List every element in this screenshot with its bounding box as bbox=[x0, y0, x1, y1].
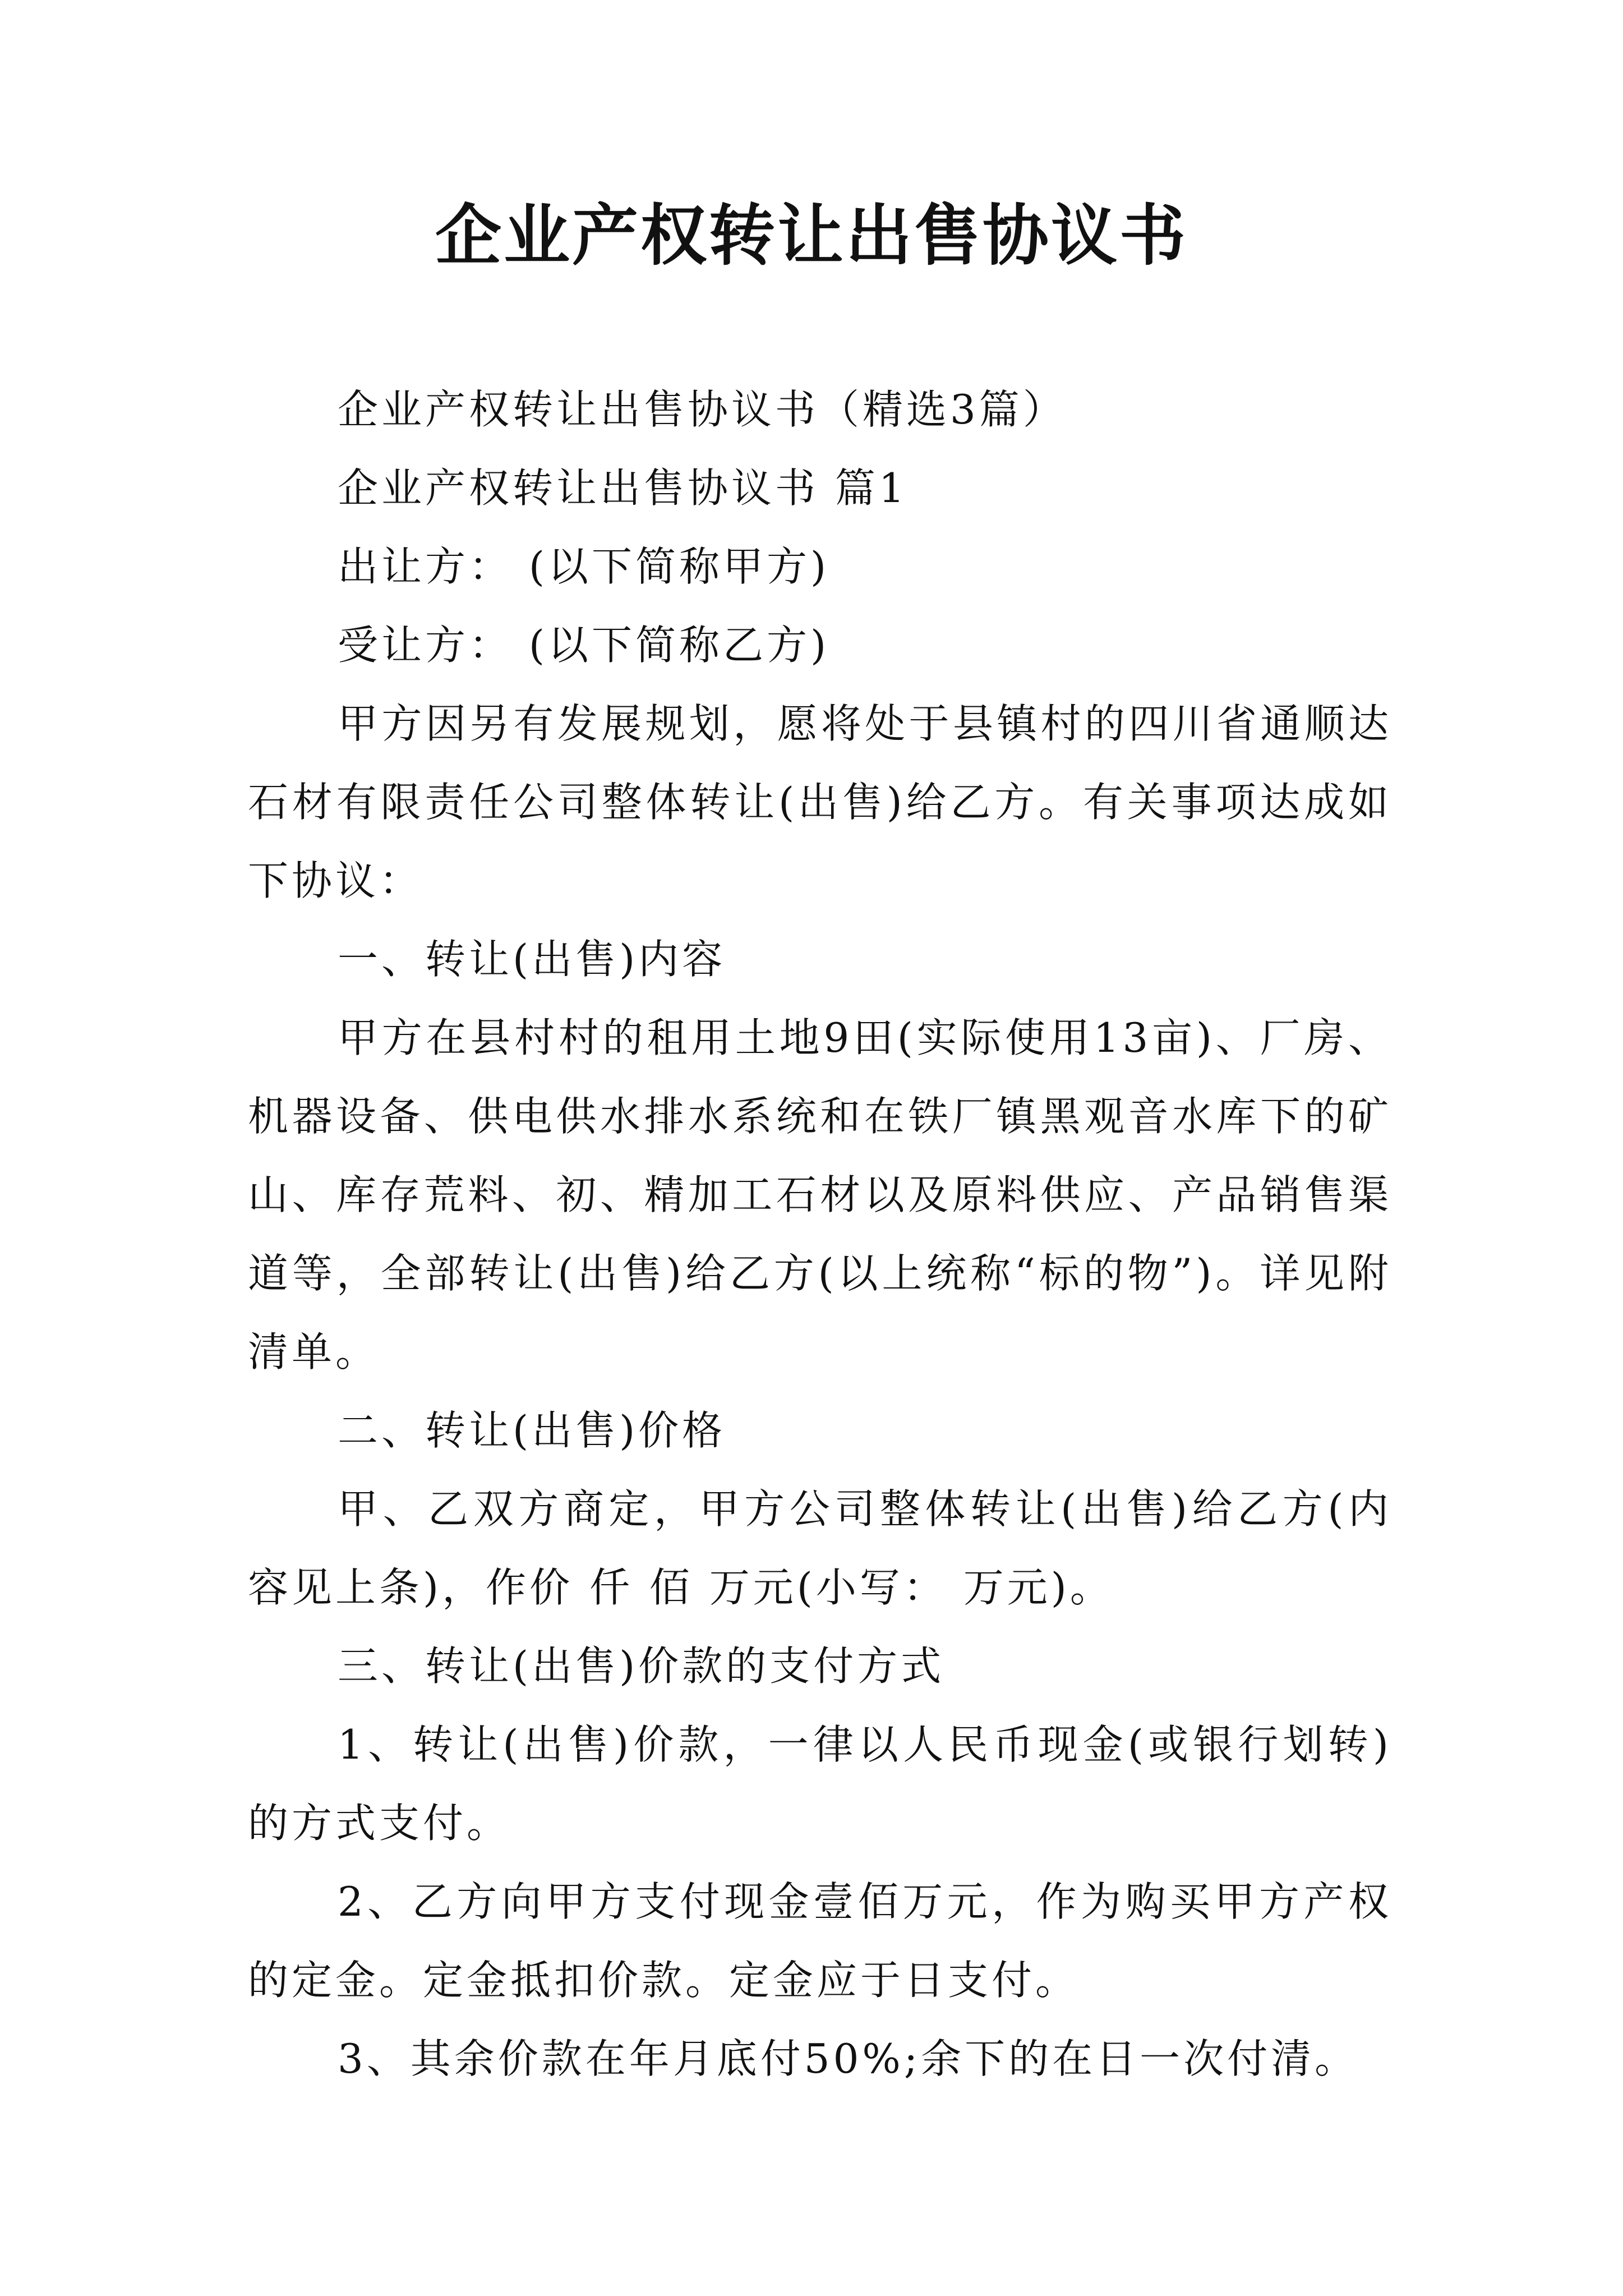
paragraph-transferor: 出让方： (以下简称甲方) bbox=[338, 543, 830, 590]
paragraph-payment-3: 3、其余价款在年月底付50%;余下的在日一次付清。 bbox=[338, 2035, 1359, 2082]
paragraph-heading-content: 一、转让(出售)内容 bbox=[338, 936, 726, 983]
paragraph-payment-1: 1、转让(出售)价款，一律以人民币现金(或银行划转)的方式支付。 bbox=[248, 1721, 1392, 1847]
paragraph-payment-2: 2、乙方向甲方支付现金壹佰万元，作为购买甲方产权的定金。定金抵扣价款。定金应于日支付。 bbox=[248, 1878, 1392, 2004]
paragraph-price: 甲、乙双方商定，甲方公司整体转让(出售)给乙方(内容见上条)，作价 仟 佰 万元(小写： 万元)。 bbox=[248, 1485, 1392, 1611]
paragraph-heading-payment: 三、转让(出售)价款的支付方式 bbox=[338, 1642, 945, 1690]
paragraph-subtitle: 企业产权转让出售协议书（精选3篇） bbox=[338, 386, 1067, 433]
document-title: 企业产权转让出售协议书 bbox=[435, 196, 1188, 274]
paragraph-preamble: 甲方因另有发展规划，愿将处于县镇村的四川省通顺达石材有限责任公司整体转让(出售)给乙方。有关事项达成如下协议： bbox=[248, 700, 1392, 904]
paragraph-section-heading: 企业产权转让出售协议书 篇1 bbox=[338, 464, 908, 512]
paragraph-content: 甲方在县村村的租用土地9田(实际使用13亩)、厂房、机器设备、供电供水排水系统和在铁厂镇黑观音水库下的矿山、库存荒料、初、精加工石材以及原料供应、产品销售渠道等，全部转让(出售)给乙方(以上统称“标的物”)。详见附清单。 bbox=[248, 1014, 1392, 1375]
paragraph-heading-price: 二、转让(出售)价格 bbox=[338, 1407, 726, 1454]
paragraph-transferee: 受让方： (以下简称乙方) bbox=[338, 622, 830, 669]
document-body bbox=[248, 370, 1392, 2098]
